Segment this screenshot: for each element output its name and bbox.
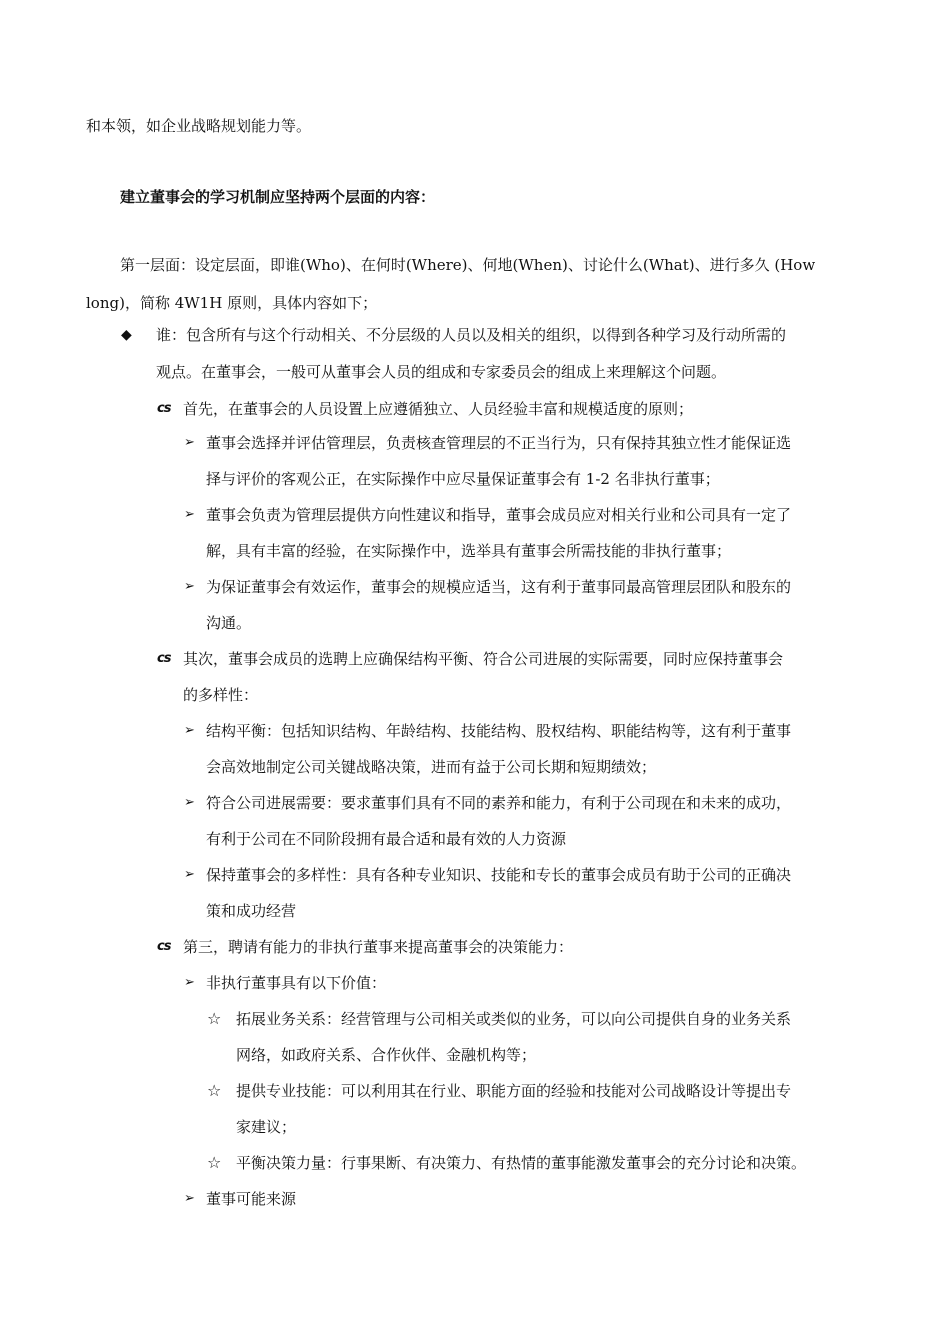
third-point: 第三，聘请有能力的非执行董事来提高董事会的决策能力： bbox=[183, 938, 574, 956]
who-line2: 观点。在董事会，一般可从董事会人员的组成和专家委员会的组成上来理解这个问题。 bbox=[156, 363, 727, 381]
second-item-1-line2: 会高效地制定公司关键战略决策，进而有益于公司长期和短期绩效； bbox=[206, 758, 657, 776]
curl-bullet-icon: cs bbox=[157, 939, 171, 954]
second-item-1-line1: 结构平衡：包括知识结构、年龄结构、技能结构、股权结构、职能结构等，这有利于董事 bbox=[206, 722, 792, 740]
first-item-1-line2: 择与评价的客观公正，在实际操作中应尽量保证董事会有 1-2 名非执行董事； bbox=[206, 470, 720, 488]
first-item-3-line1: 为保证董事会有效运作，董事会的规模应适当，这有利于董事同最高管理层团队和股东的 bbox=[206, 578, 792, 596]
arrow-bullet-icon: ➢ bbox=[184, 975, 195, 990]
value-3-line1: 平衡决策力量：行事果断、有决策力、有热情的董事能激发董事会的充分讨论和决策。 bbox=[236, 1154, 807, 1172]
arrow-bullet-icon: ➢ bbox=[184, 1191, 195, 1206]
intro-tail: 和本领，如企业战略规划能力等。 bbox=[86, 117, 312, 135]
layer1-line1: 第一层面：设定层面，即谁(Who)、在何时(Where)、何地(When)、讨论什么(What)、进行多久 (How bbox=[120, 256, 816, 274]
value-2-line2: 家建议； bbox=[236, 1118, 297, 1136]
section-heading: 建立董事会的学习机制应坚持两个层面的内容： bbox=[120, 188, 436, 206]
first-item-3-line2: 沟通。 bbox=[206, 614, 252, 632]
first-item-2-line1: 董事会负责为管理层提供方向性建议和指导，董事会成员应对相关行业和公司具有一定了 bbox=[206, 506, 792, 524]
star-bullet-icon: ☆ bbox=[207, 1081, 222, 1100]
second-item-3-line1: 保持董事会的多样性：具有各种专业知识、技能和专长的董事会成员有助于公司的正确决 bbox=[206, 866, 792, 884]
arrow-bullet-icon: ➢ bbox=[184, 723, 195, 738]
who-line1: 谁：包含所有与这个行动相关、不分层级的人员以及相关的组织，以得到各种学习及行动所需的 bbox=[156, 326, 787, 344]
diamond-bullet-icon: ◆ bbox=[121, 327, 132, 343]
second-item-2-line1: 符合公司进展需要：要求董事们具有不同的素养和能力，有利于公司现在和未来的成功， bbox=[206, 794, 792, 812]
second-item-2-line2: 有利于公司在不同阶段拥有最合适和最有效的人力资源 bbox=[206, 830, 567, 848]
second-point-line2: 的多样性： bbox=[183, 686, 259, 704]
first-item-1-line1: 董事会选择并评估管理层，负责核查管理层的不正当行为，只有保持其独立性才能保证选 bbox=[206, 434, 792, 452]
value-1-line2: 网络，如政府关系、合作伙伴、金融机构等； bbox=[236, 1046, 537, 1064]
second-point-line1: 其次，董事会成员的选聘上应确保结构平衡、符合公司进展的实际需要，同时应保持董事会 bbox=[183, 650, 784, 668]
curl-bullet-icon: cs bbox=[157, 401, 171, 416]
arrow-bullet-icon: ➢ bbox=[184, 795, 195, 810]
arrow-bullet-icon: ➢ bbox=[184, 507, 195, 522]
arrow-bullet-icon: ➢ bbox=[184, 579, 195, 594]
arrow-bullet-icon: ➢ bbox=[184, 435, 195, 450]
layer1-line2: long)，简称 4W1H 原则，具体内容如下； bbox=[86, 294, 378, 312]
curl-bullet-icon: cs bbox=[157, 651, 171, 666]
second-item-3-line2: 策和成功经营 bbox=[206, 902, 297, 920]
value-2-line1: 提供专业技能：可以利用其在行业、职能方面的经验和技能对公司战略设计等提出专 bbox=[236, 1082, 792, 1100]
first-item-2-line2: 解，具有丰富的经验，在实际操作中，选举具有董事会所需技能的非执行董事； bbox=[206, 542, 732, 560]
star-bullet-icon: ☆ bbox=[207, 1153, 222, 1172]
value-heading: 非执行董事具有以下价值： bbox=[206, 974, 387, 992]
arrow-bullet-icon: ➢ bbox=[184, 867, 195, 882]
source-heading: 董事可能来源 bbox=[206, 1190, 297, 1208]
value-1-line1: 拓展业务关系：经营管理与公司相关或类似的业务，可以向公司提供自身的业务关系 bbox=[236, 1010, 792, 1028]
first-point: 首先，在董事会的人员设置上应遵循独立、人员经验丰富和规模适度的原则； bbox=[183, 400, 694, 418]
star-bullet-icon: ☆ bbox=[207, 1009, 222, 1028]
